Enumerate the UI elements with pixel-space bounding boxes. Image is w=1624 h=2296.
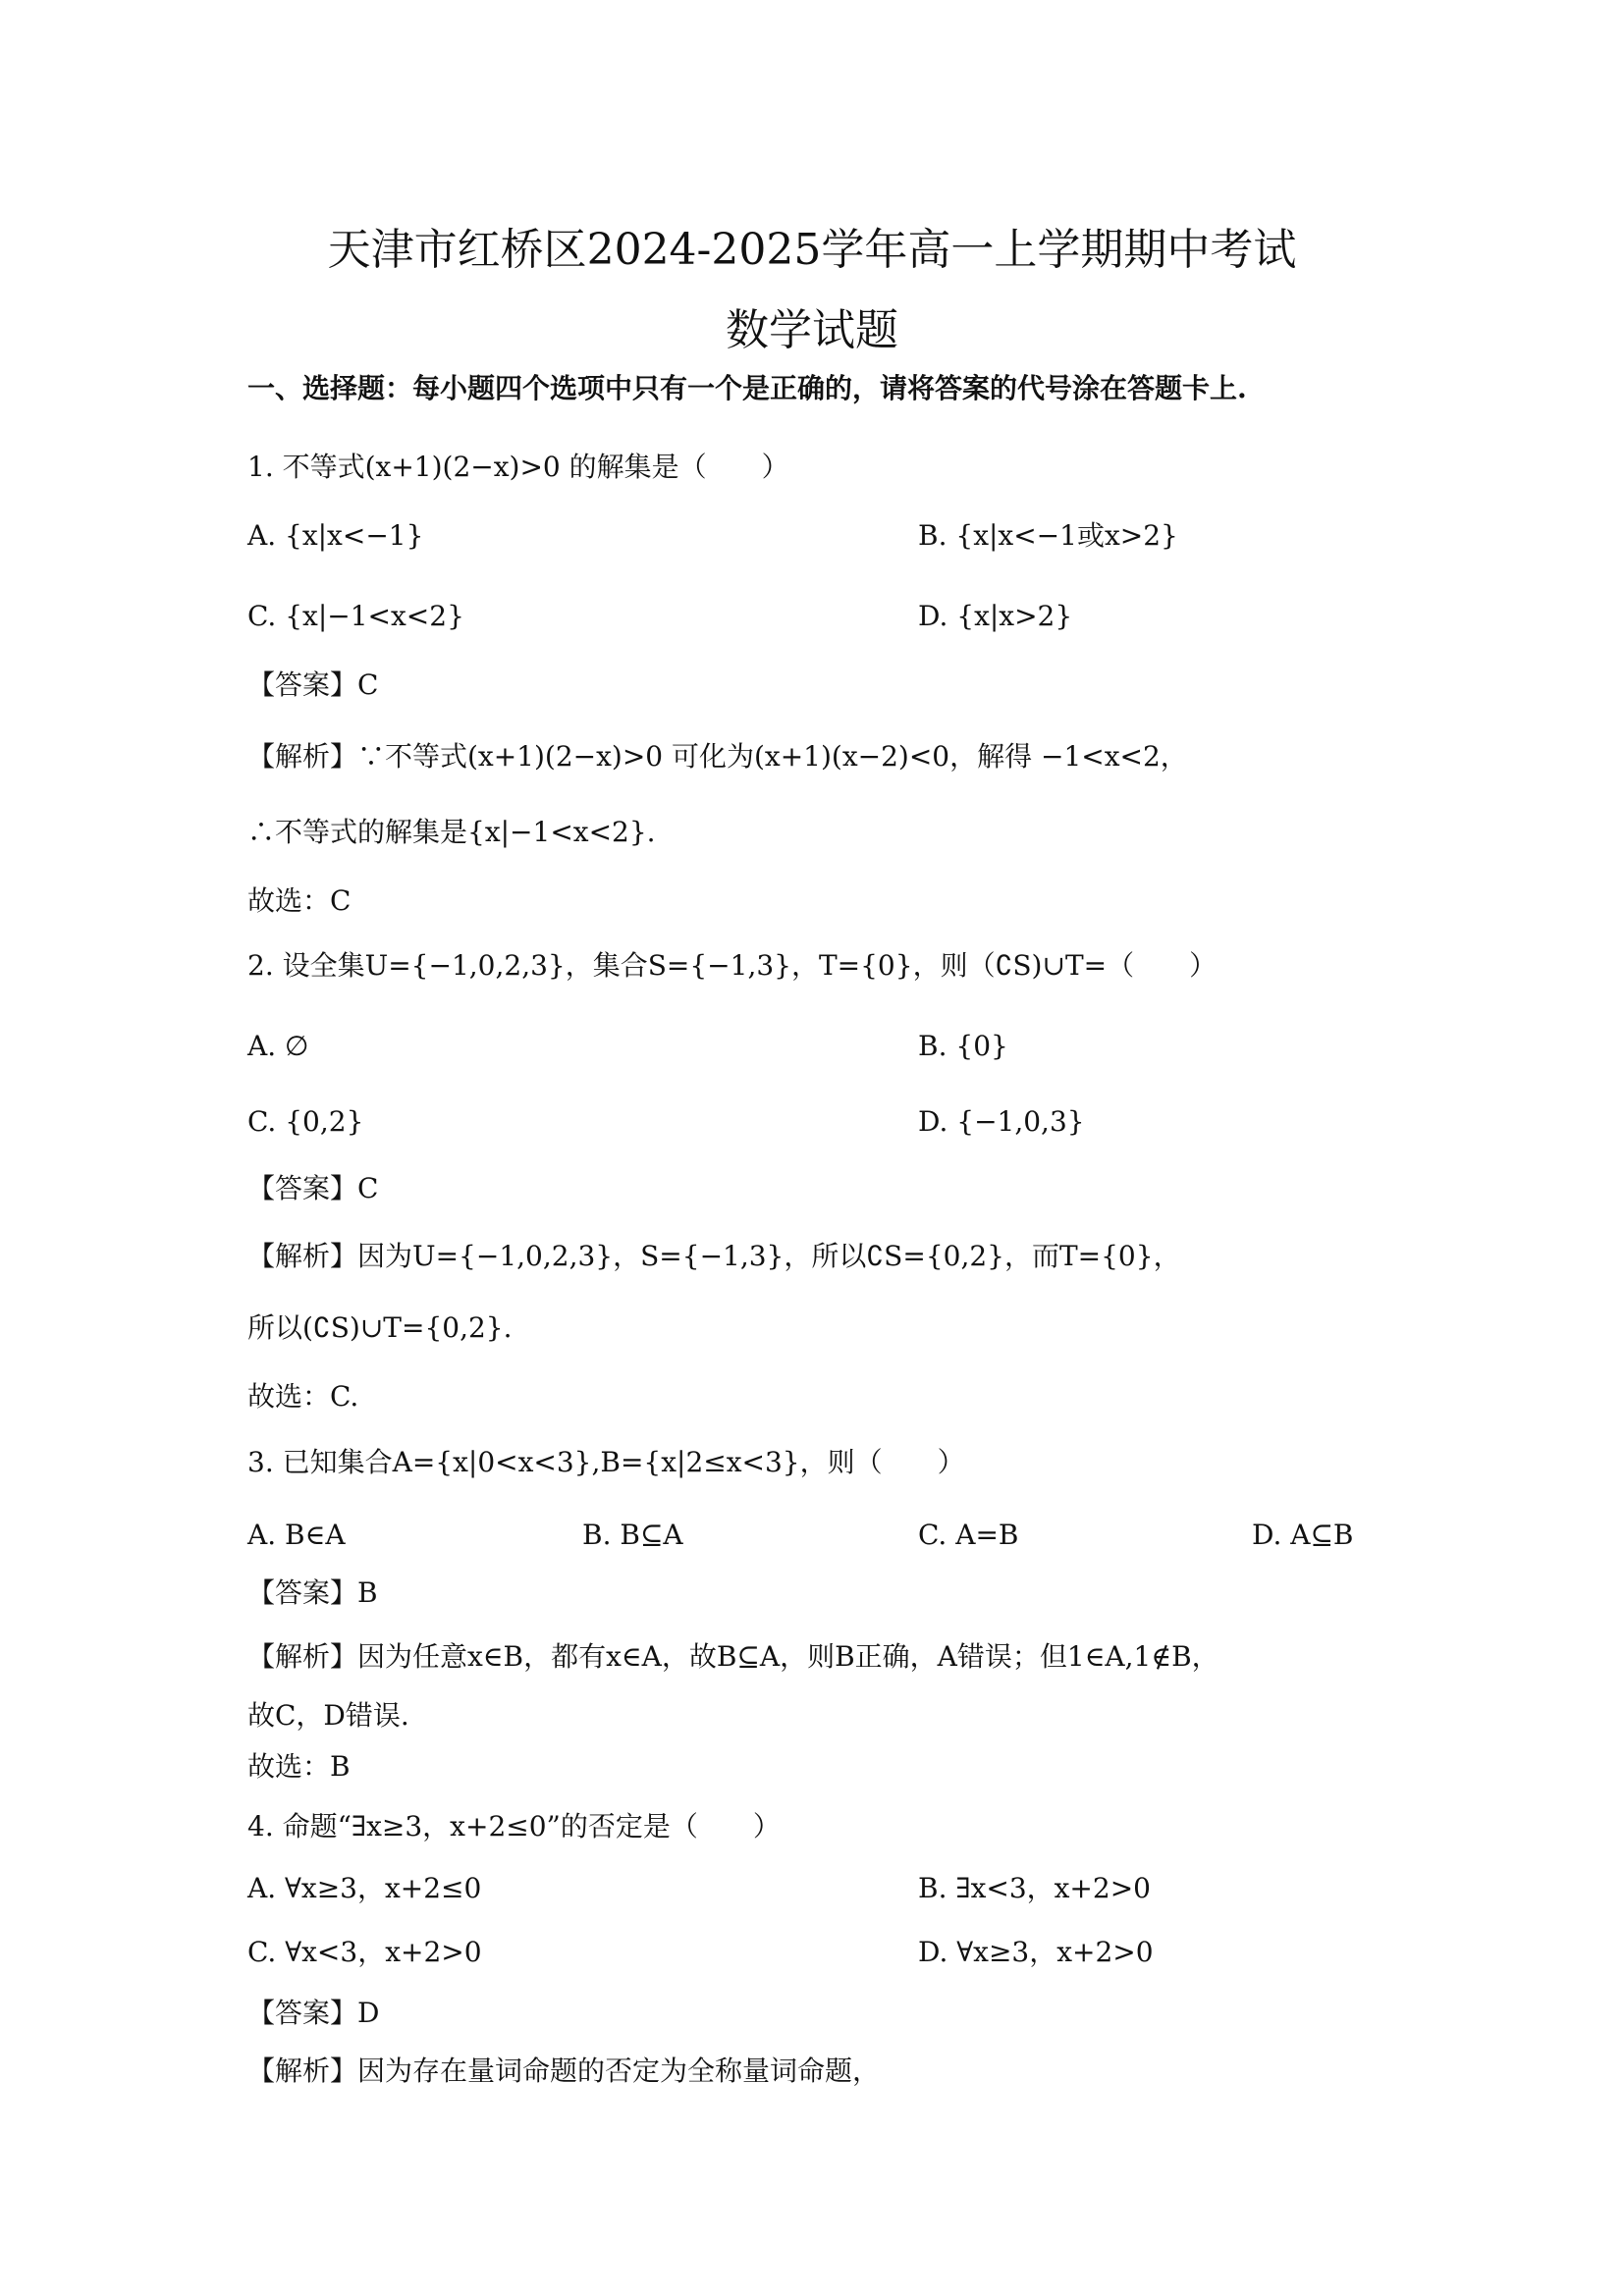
q2-option-d: D. {−1,0,3}	[918, 1105, 1085, 1138]
q1-analysis-line1: 【解析】∵不等式(x+1)(2−x)>0 可化为(x+1)(x−2)<0，解得 −1<x<2，	[247, 740, 1188, 773]
q4-option-b: B. ∃x<3，x+2>0	[918, 1872, 1151, 1904]
q2-option-b: B. {0}	[918, 1030, 1008, 1062]
q4-answer: 【答案】D	[247, 1997, 380, 2029]
page-subtitle: 数学试题	[726, 305, 898, 355]
q2-analysis-line1: 【解析】因为U={−1,0,2,3}，S={−1,3}，所以∁S={0,2}，而T={0}，	[247, 1240, 1181, 1272]
q2-option-c: C. {0,2}	[247, 1105, 364, 1138]
q2-analysis-line2: 所以(∁S)∪T={0,2}.	[247, 1311, 513, 1344]
q1-option-a: A. {x|x<−1}	[247, 519, 424, 552]
q3-option-d: D. A⊆B	[1252, 1519, 1354, 1551]
q1-analysis-line2: ∴不等式的解集是{x|−1<x<2}.	[247, 816, 656, 848]
q1-choice: 故选：C	[247, 884, 352, 917]
q4-option-d: D. ∀x≥3，x+2>0	[918, 1936, 1154, 1968]
page-title: 天津市红桥区2024-2025学年高一上学期期中考试	[327, 225, 1297, 275]
q2-option-a: A. ∅	[247, 1030, 309, 1062]
q1-option-c: C. {x|−1<x<2}	[247, 600, 464, 632]
section-heading: 一、选择题：每小题四个选项中只有一个是正确的，请将答案的代号涂在答题卡上.	[247, 372, 1247, 404]
q4-option-c: C. ∀x<3，x+2>0	[247, 1936, 482, 1968]
q3-stem: 3. 已知集合A={x|0<x<3},B={x|2≤x<3}，则（ ）	[247, 1446, 965, 1478]
q2-choice: 故选：C.	[247, 1380, 359, 1413]
q1-option-b: B. {x|x<−1或x>2}	[918, 519, 1178, 552]
q2-answer: 【答案】C	[247, 1172, 379, 1204]
q3-option-c: C. A=B	[918, 1519, 1019, 1551]
q2-stem: 2. 设全集U={−1,0,2,3}，集合S={−1,3}，T={0}，则（∁S)∪T=（ ）	[247, 949, 1218, 982]
q3-answer: 【答案】B	[247, 1576, 378, 1609]
q4-option-a: A. ∀x≥3，x+2≤0	[247, 1872, 482, 1904]
q1-option-d: D. {x|x>2}	[918, 600, 1073, 632]
q4-analysis-line1: 【解析】因为存在量词命题的否定为全称量词命题，	[247, 2055, 881, 2087]
q4-stem: 4. 命题“∃x≥3，x+2≤0”的否定是（ ）	[247, 1810, 781, 1842]
q3-analysis-line1: 【解析】因为任意x∈B，都有x∈A，故B⊆A，则B正确，A错误；但1∈A,1∉B，	[247, 1640, 1219, 1673]
q1-answer: 【答案】C	[247, 668, 379, 701]
q3-option-b: B. B⊆A	[582, 1519, 683, 1551]
q3-option-a: A. B∈A	[247, 1519, 346, 1551]
q3-choice: 故选：B	[247, 1750, 351, 1783]
q1-stem: 1. 不等式(x+1)(2−x)>0 的解集是（ ）	[247, 451, 789, 483]
q3-analysis-line2: 故C，D错误.	[247, 1699, 409, 1732]
